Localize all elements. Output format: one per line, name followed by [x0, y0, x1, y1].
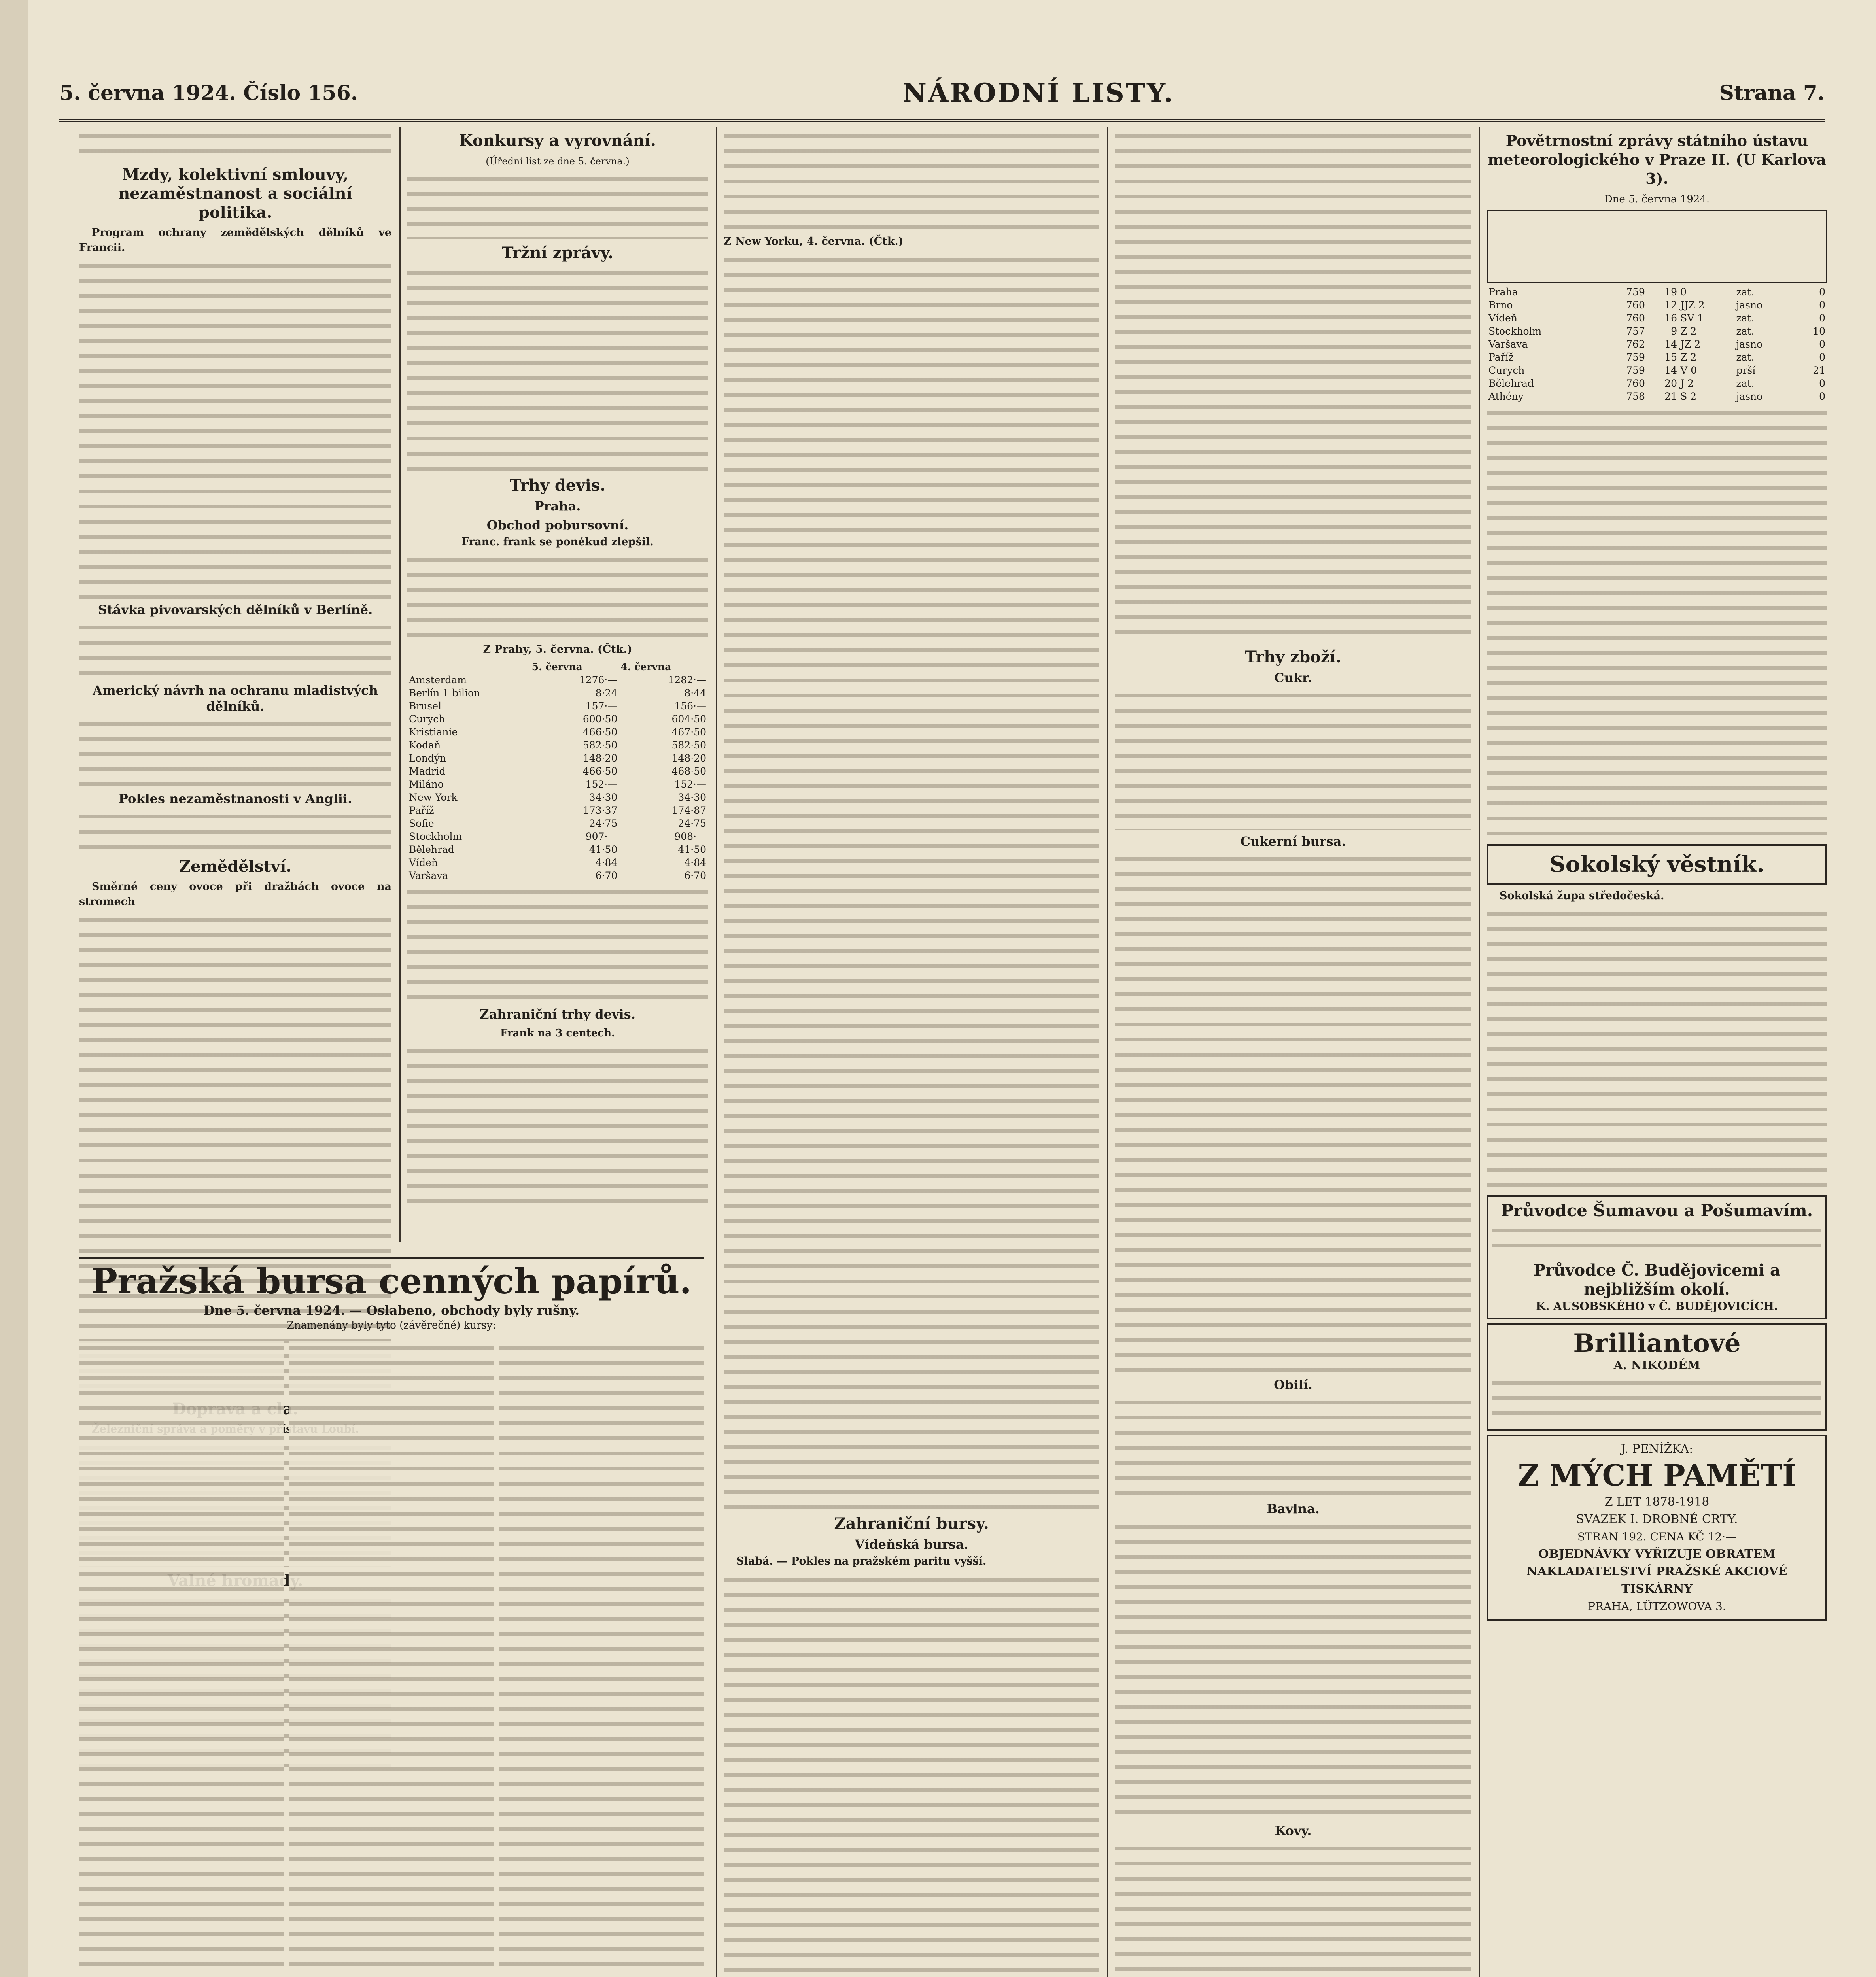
paragraph-lead: Z New Yorku, 4. června. (Čtk.) [724, 235, 904, 248]
weather-table-header [1487, 210, 1827, 283]
column-5 [1487, 127, 1827, 1977]
table-row: Londýn 148·20 148·20 [409, 752, 706, 764]
column-rule [399, 127, 401, 1242]
column-header: 4. června [620, 661, 671, 673]
heading-cukerni: Cukerní bursa. [1240, 834, 1346, 849]
table-row: New York 34·30 34·30 [409, 792, 706, 803]
column-2 [407, 127, 708, 1242]
heading-sokol: Sokolský věstník. [1549, 851, 1764, 877]
table-row: Madrid 466·50 468·50 [409, 765, 706, 777]
ad-text [1492, 1223, 1821, 1259]
heading-kovy: Kovy. [1275, 1823, 1312, 1838]
paragraph-lead: Slabá. — Pokles na pražském paritu vyšší. [736, 1555, 987, 1567]
text-block [79, 620, 391, 679]
issue-date: 5. června 1924. Číslo 156. [59, 81, 358, 105]
text-block [1115, 129, 1471, 643]
text-block [1115, 1519, 1471, 1820]
heading-konkursy: Konkursy a vyrovnání. [459, 131, 656, 150]
heading-zahr-bursy: Zahraniční bursy. [834, 1514, 989, 1533]
bursa-section [79, 1257, 704, 1977]
ad-title: Průvodce Šumavou a Pošumavím. [1501, 1201, 1813, 1220]
subheading: Dne 5. června 1924. [1604, 193, 1710, 205]
paragraph-lead: Směrné ceny ovoce při dražbách ovoce na stromech [79, 881, 391, 908]
subheading: Frank na 3 centech. [500, 1027, 615, 1039]
bursa-table [79, 1338, 704, 1977]
table-row: Stockholm 757 9 Z 2 zat. 10 [1488, 325, 1825, 337]
table-row: Bělehrad 41·50 41·50 [409, 844, 706, 855]
text-block [1115, 852, 1471, 1374]
masthead: NÁRODNÍ LISTY. [902, 77, 1174, 108]
table-row: Athény 758 21 S 2 jasno 0 [1488, 391, 1825, 402]
table-row: Varšava 6·70 6·70 [409, 870, 706, 881]
devisen-table [407, 660, 708, 882]
bursa-col [79, 1341, 284, 1977]
text-block [724, 252, 1099, 1510]
subheading: Praha. [534, 499, 581, 514]
text-block [407, 553, 708, 640]
ad-merchant: A. NIKODÉM [1613, 1359, 1700, 1372]
table-row: Sofie 24·75 24·75 [409, 818, 706, 829]
table-row: Miláno 152·— 152·— [409, 779, 706, 790]
text-block [724, 1572, 1099, 1977]
book-price: STRAN 192. CENA KČ 12·— [1577, 1530, 1737, 1543]
book-address: PRAHA, LÜTZOWOVA 3. [1588, 1600, 1726, 1613]
page-header [59, 67, 1825, 122]
text-block [1487, 907, 1827, 1191]
table-row: Curych 600·50 604·50 [409, 713, 706, 725]
table-title: Z Prahy, 5. června. (Čtk.) [483, 643, 632, 656]
table-row: Amsterdam 1276·— 1282·— [409, 674, 706, 686]
heading-trhy-zbozi: Trhy zboží. [1245, 648, 1341, 666]
weather-table [1487, 285, 1827, 403]
text-block [79, 716, 391, 788]
ad-title: Průvodce Č. Budějovicemi a nejbližším okolí. [1534, 1261, 1780, 1298]
subheading: Cukr. [1274, 670, 1312, 685]
bursa-subtitle: Dne 5. června 1924. — Oslabeno, obchody byly rušny. [203, 1303, 580, 1318]
table-row: Kristianie 466·50 467·50 [409, 726, 706, 738]
column-rule [1107, 127, 1108, 1977]
subheading: (Úřední list ze dne 5. června.) [486, 156, 630, 167]
text-block [79, 129, 391, 161]
table-row: Curych 759 14 V 0 prší 21 [1488, 365, 1825, 376]
sokol-box [1487, 844, 1827, 885]
book-title: Z MÝCH PAMĚTÍ [1518, 1459, 1796, 1493]
ad-title: Brilliantové [1573, 1329, 1741, 1358]
text-block [407, 266, 708, 471]
bursa-subtitle-2: Znamenány byly tyto (závěrečné) kursy: [287, 1319, 496, 1331]
bursa-col [499, 1341, 704, 1977]
bursa-col [289, 1341, 494, 1977]
text-block [79, 809, 391, 852]
text-block [1115, 1395, 1471, 1498]
heading-weather: Povětrnostní zprávy státního ústavu meteorologického v Praze II. (U Karlova 3). [1488, 132, 1826, 187]
heading-zemedelstvi: Zemědělství. [179, 857, 292, 876]
text-block [1487, 405, 1827, 840]
text-block [1115, 688, 1471, 830]
heading-devis: Trhy devis. [509, 476, 606, 495]
table-row: Berlín 1 bilion 8·24 8·44 [409, 687, 706, 699]
heading-zahr-devis: Zahraniční trhy devis. [480, 1007, 635, 1022]
heading-stavka: Stávka pivovarských dělníků v Berlíně. [98, 602, 373, 617]
book-author: J. PENÍŽKA: [1621, 1442, 1693, 1456]
page-number: Strana 7. [1719, 81, 1825, 105]
column-4 [1115, 127, 1471, 1977]
table-row: Stockholm 907·— 908·— [409, 831, 706, 842]
heading-pokles: Pokles nezaměstnanosti v Anglii. [118, 791, 352, 806]
ad-book [1487, 1435, 1827, 1621]
table-row: Vídeň 760 16 SV 1 zat. 0 [1488, 312, 1825, 324]
table-row: Varšava 762 14 JZ 2 jasno 0 [1488, 338, 1825, 350]
text-block [79, 259, 391, 599]
text-block [1115, 1841, 1471, 1977]
subheading: Obchod pobursovní. [486, 518, 629, 533]
heading-obili: Obilí. [1274, 1377, 1312, 1392]
heading-americky: Americký návrh na ochranu mladistvých dělníků. [93, 683, 378, 714]
table-row: Praha 759 19 0 zat. 0 [1488, 286, 1825, 298]
book-order: OBJEDNÁVKY VYŘIZUJE OBRATEM NAKLADATELSTVÍ PRAŽSKÉ AKCIOVÉ TISKÁRNY [1526, 1547, 1787, 1596]
column-header: 5. června [531, 661, 582, 673]
heading-trzni: Tržní zprávy. [501, 244, 614, 262]
heading-mzdy: Mzdy, kolektivní smlouvy, nezaměstnanost a sociální politika. [118, 165, 352, 222]
ad-publisher: K. AUSOBSKÉHO v Č. BUDĚJOVICÍCH. [1536, 1300, 1778, 1313]
text-block [407, 1043, 708, 1210]
table-row: Bělehrad 760 20 J 2 zat. 0 [1488, 378, 1825, 389]
subheading: Vídeňská bursa. [855, 1537, 968, 1552]
column-3 [724, 127, 1099, 1977]
heading-bavlna: Bavlna. [1267, 1501, 1320, 1516]
book-years: Z LET 1878-1918 [1604, 1495, 1710, 1509]
text-block [724, 129, 1099, 232]
table-row: Brusel 157·— 156·— [409, 700, 706, 712]
ad-sumava [1487, 1195, 1827, 1319]
column-rule [716, 127, 717, 1977]
paragraph-lead: Franc. frank se ponékud zlepšil. [461, 536, 654, 548]
table-row: Paříž 759 15 Z 2 zat. 0 [1488, 352, 1825, 363]
paragraph-lead: Program ochrany zemědělských dělníků ve Francii. [79, 227, 391, 254]
book-volume: SVAZEK I. DROBNÉ CRTY. [1576, 1512, 1738, 1526]
ad-text [1492, 1376, 1821, 1423]
table-row: Brno 760 12 JJZ 2 jasno 0 [1488, 299, 1825, 311]
column-rule [1479, 127, 1480, 1977]
table-continued [407, 885, 708, 1003]
table-row: Paříž 173·37 174·87 [409, 805, 706, 816]
bursa-title: Pražská bursa cenných papírů. [91, 1261, 692, 1302]
paragraph-lead: Sokolská župa středočeská. [1500, 890, 1664, 902]
table-row: Vídeň 4·84 4·84 [409, 857, 706, 868]
ad-brilliant [1487, 1323, 1827, 1431]
text-block [407, 172, 708, 239]
table-row: Kodaň 582·50 582·50 [409, 739, 706, 751]
